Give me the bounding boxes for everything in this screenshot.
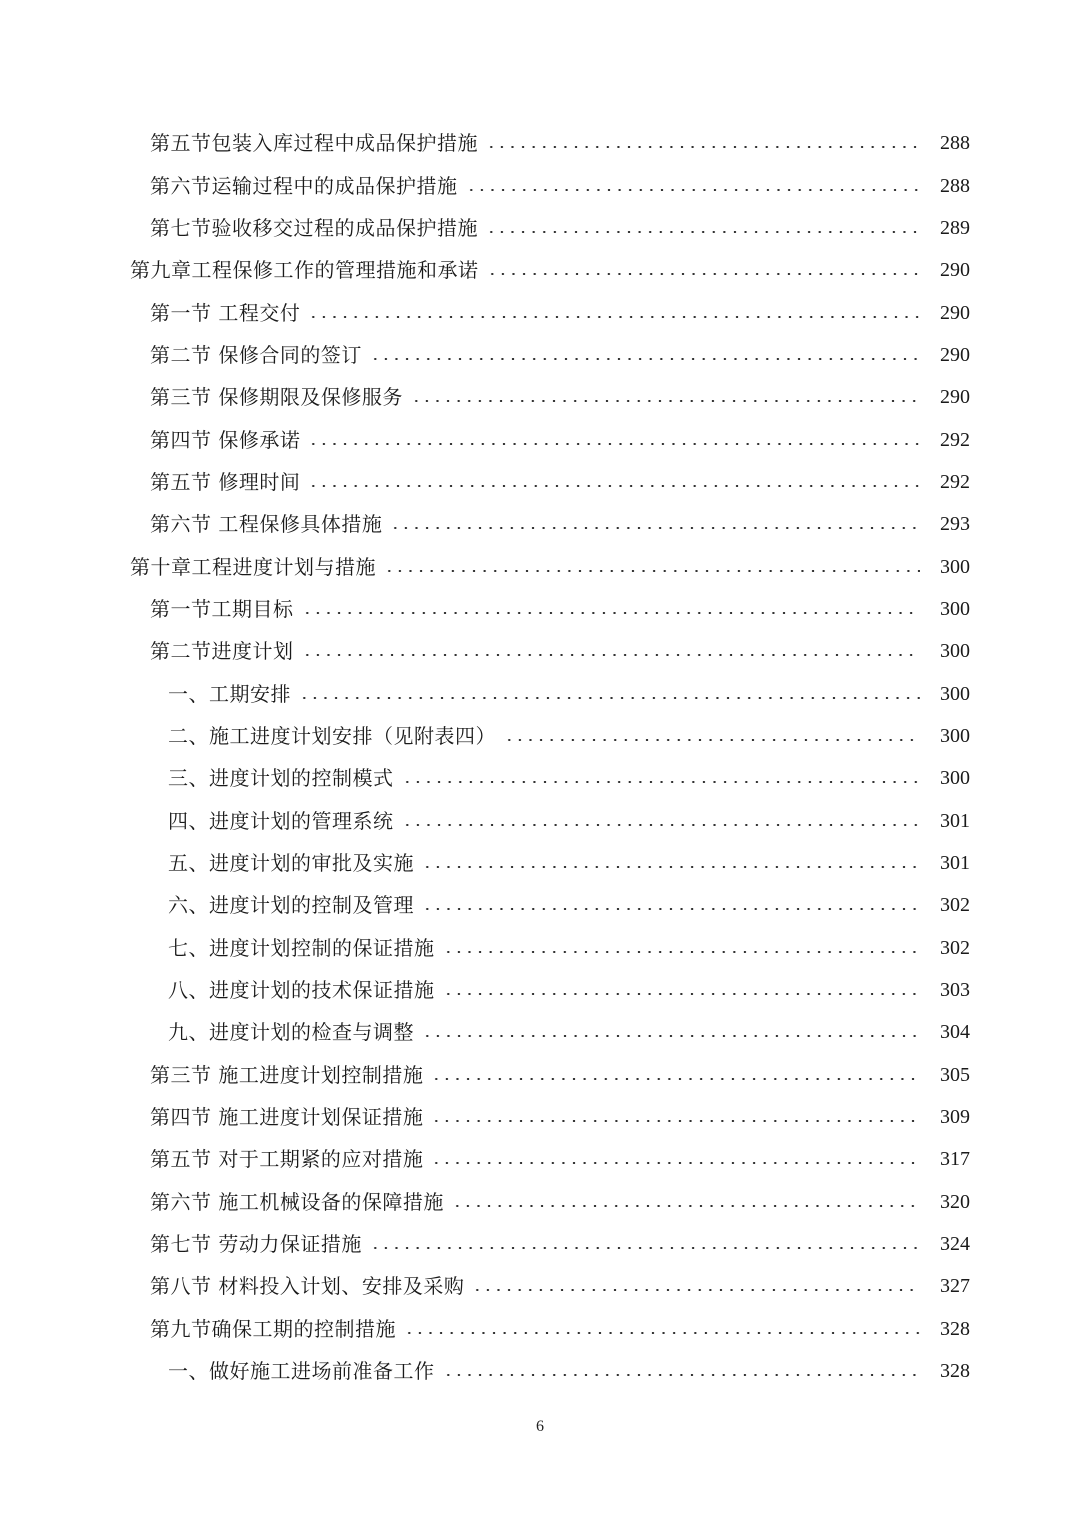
toc-entry-title: 九、进度计划的检查与调整	[168, 1020, 414, 1045]
toc-entry[interactable]	[0, 842, 1080, 884]
table-of-contents	[0, 122, 1080, 1392]
toc-entry-page-number: 290	[940, 343, 970, 366]
toc-entry[interactable]	[0, 1011, 1080, 1053]
toc-entry[interactable]	[0, 122, 1080, 164]
toc-entry[interactable]	[0, 884, 1080, 926]
toc-entry-page-number: 300	[940, 682, 970, 705]
toc-entry-page-number: 305	[940, 1063, 970, 1086]
toc-entry-page-number: 327	[940, 1275, 970, 1298]
toc-dot-leader	[443, 993, 921, 995]
toc-entry-page-number: 302	[940, 894, 970, 917]
toc-entry-title: 第八节 材料投入计划、安排及采购	[150, 1274, 465, 1299]
toc-entry[interactable]	[0, 291, 1080, 333]
toc-entry-page-number: 317	[940, 1148, 970, 1171]
toc-entry-title: 一、工期安排	[168, 681, 291, 706]
toc-entry-title: 六、进度计划的控制及管理	[168, 893, 414, 918]
toc-dot-leader	[431, 1078, 920, 1080]
toc-dot-leader	[308, 485, 920, 487]
toc-entry-page-number: 301	[940, 852, 970, 875]
toc-entry-page-number: 288	[940, 132, 970, 155]
toc-entry[interactable]	[0, 164, 1080, 206]
toc-entry-page-number: 302	[940, 936, 970, 959]
toc-dot-leader	[384, 570, 920, 572]
toc-entry[interactable]	[0, 1350, 1080, 1392]
toc-entry-title: 第七节 劳动力保证措施	[150, 1232, 362, 1257]
toc-entry-title: 第一节工期目标	[150, 596, 294, 621]
toc-entry-title: 一、做好施工进场前准备工作	[168, 1359, 435, 1384]
toc-dot-leader	[504, 739, 920, 741]
toc-entry-title: 第六节 施工机械设备的保障措施	[150, 1189, 444, 1214]
toc-dot-leader	[452, 1205, 920, 1207]
toc-entry-page-number: 301	[940, 809, 970, 832]
toc-entry-title: 第二节 保修合同的签订	[150, 342, 362, 367]
toc-entry-page-number: 292	[940, 470, 970, 493]
toc-dot-leader	[299, 697, 920, 699]
toc-entry[interactable]	[0, 376, 1080, 418]
toc-dot-leader	[411, 400, 920, 402]
toc-dot-leader	[422, 908, 920, 910]
toc-entry-page-number: 293	[940, 513, 970, 536]
toc-entry-title: 第五节 修理时间	[150, 469, 301, 494]
toc-entry-page-number: 328	[940, 1317, 970, 1340]
toc-entry-title: 第五节 对于工期紧的应对措施	[150, 1147, 424, 1172]
toc-entry[interactable]	[0, 249, 1080, 291]
toc-entry-page-number: 300	[940, 597, 970, 620]
toc-entry[interactable]	[0, 1054, 1080, 1096]
toc-entry-page-number: 328	[940, 1360, 970, 1383]
toc-entry[interactable]	[0, 715, 1080, 757]
toc-dot-leader	[486, 146, 920, 148]
toc-dot-leader	[487, 273, 921, 275]
toc-entry-page-number: 290	[940, 259, 970, 282]
toc-entry-title: 第九节确保工期的控制措施	[150, 1316, 396, 1341]
toc-entry-title: 第十章工程进度计划与措施	[130, 554, 376, 579]
toc-entry-title: 第六节 工程保修具体措施	[150, 512, 383, 537]
toc-dot-leader	[466, 189, 921, 191]
toc-entry-title: 八、进度计划的技术保证措施	[168, 978, 435, 1003]
toc-entry[interactable]	[0, 207, 1080, 249]
toc-dot-leader	[370, 1247, 920, 1249]
toc-entry[interactable]	[0, 1138, 1080, 1180]
toc-entry-page-number: 320	[940, 1190, 970, 1213]
toc-entry-page-number: 292	[940, 428, 970, 451]
toc-dot-leader	[370, 358, 920, 360]
toc-entry-page-number: 300	[940, 640, 970, 663]
toc-entry[interactable]	[0, 800, 1080, 842]
toc-entry[interactable]	[0, 588, 1080, 630]
toc-entry-title: 二、施工进度计划安排（见附表四）	[168, 723, 496, 748]
toc-entry-title: 第四节 施工进度计划保证措施	[150, 1105, 424, 1130]
toc-entry[interactable]	[0, 927, 1080, 969]
toc-entry-page-number: 300	[940, 767, 970, 790]
toc-dot-leader	[443, 1374, 921, 1376]
toc-entry-title: 四、进度计划的管理系统	[168, 808, 394, 833]
toc-dot-leader	[390, 527, 920, 529]
toc-entry[interactable]	[0, 757, 1080, 799]
toc-entry-title: 第四节 保修承诺	[150, 427, 301, 452]
toc-entry[interactable]	[0, 672, 1080, 714]
toc-entry-title: 第七节验收移交过程的成品保护措施	[150, 215, 478, 240]
toc-dot-leader	[422, 1035, 920, 1037]
toc-entry-page-number: 303	[940, 979, 970, 1002]
toc-dot-leader	[472, 1289, 920, 1291]
toc-dot-leader	[302, 654, 921, 656]
toc-entry[interactable]	[0, 630, 1080, 672]
toc-entry-page-number: 289	[940, 216, 970, 239]
toc-entry[interactable]	[0, 969, 1080, 1011]
toc-entry-page-number: 288	[940, 174, 970, 197]
toc-entry-page-number: 290	[940, 386, 970, 409]
toc-entry[interactable]	[0, 418, 1080, 460]
toc-entry-page-number: 324	[940, 1233, 970, 1256]
toc-dot-leader	[431, 1162, 920, 1164]
toc-entry-title: 三、进度计划的控制模式	[168, 766, 394, 791]
toc-entry[interactable]	[0, 1181, 1080, 1223]
toc-entry[interactable]	[0, 1265, 1080, 1307]
toc-entry-title: 第三节 施工进度计划控制措施	[150, 1062, 424, 1087]
toc-entry[interactable]	[0, 545, 1080, 587]
toc-dot-leader	[404, 1332, 920, 1334]
toc-entry-page-number: 304	[940, 1021, 970, 1044]
toc-dot-leader	[302, 612, 921, 614]
toc-entry[interactable]	[0, 1096, 1080, 1138]
toc-dot-leader	[431, 1120, 920, 1122]
toc-dot-leader	[402, 824, 921, 826]
toc-dot-leader	[402, 781, 921, 783]
toc-entry-page-number: 300	[940, 724, 970, 747]
toc-dot-leader	[308, 443, 920, 445]
toc-entry-page-number: 290	[940, 301, 970, 324]
toc-entry-page-number: 309	[940, 1106, 970, 1129]
toc-entry[interactable]	[0, 334, 1080, 376]
toc-entry[interactable]	[0, 461, 1080, 503]
toc-entry-title: 第五节包装入库过程中成品保护措施	[150, 131, 478, 156]
toc-dot-leader	[486, 231, 920, 233]
toc-entry-title: 七、进度计划控制的保证措施	[168, 935, 435, 960]
toc-entry[interactable]	[0, 1308, 1080, 1350]
page-number: 6	[536, 1418, 544, 1435]
toc-entry-page-number: 300	[940, 555, 970, 578]
toc-entry[interactable]	[0, 1223, 1080, 1265]
toc-entry-title: 第九章工程保修工作的管理措施和承诺	[130, 258, 479, 283]
toc-entry-title: 第一节 工程交付	[150, 300, 301, 325]
toc-entry-title: 第三节 保修期限及保修服务	[150, 385, 403, 410]
toc-dot-leader	[308, 316, 920, 318]
toc-entry-title: 第六节运输过程中的成品保护措施	[150, 173, 458, 198]
toc-dot-leader	[422, 866, 920, 868]
toc-entry-title: 第二节进度计划	[150, 639, 294, 664]
toc-entry-title: 五、进度计划的审批及实施	[168, 851, 414, 876]
toc-dot-leader	[443, 951, 921, 953]
toc-entry[interactable]	[0, 503, 1080, 545]
